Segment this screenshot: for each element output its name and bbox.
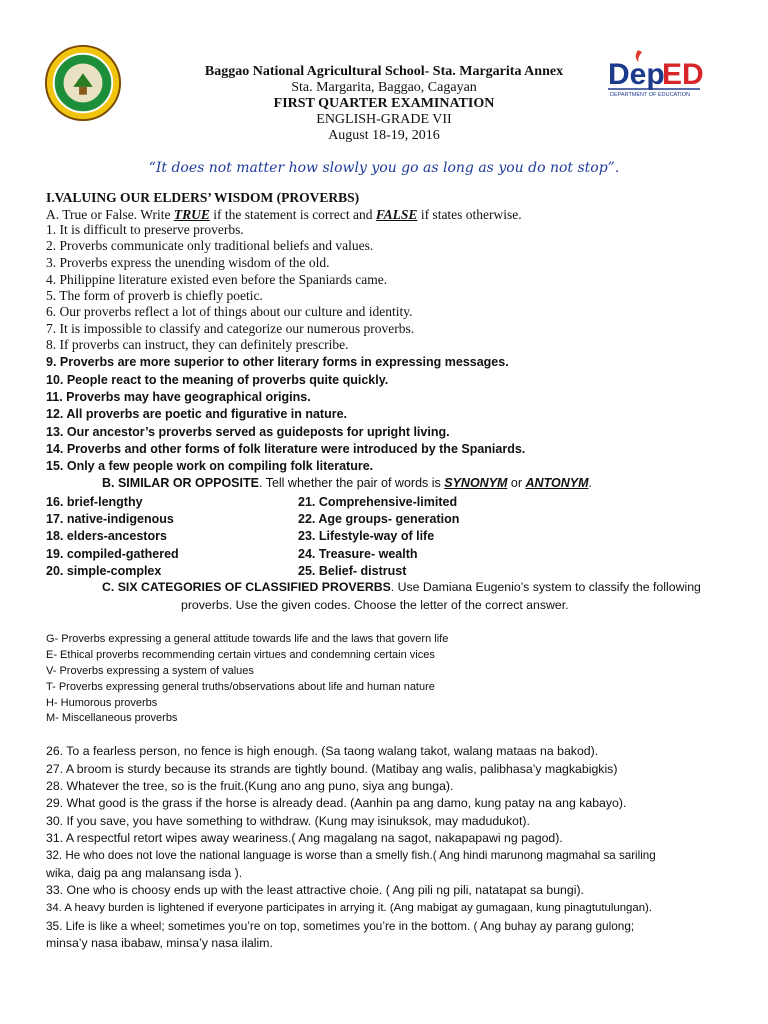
pair-item: 17. native-indigenous [46,512,174,526]
code-item: H- Humorous proverbs [46,697,158,709]
question-item: 10. People react to the meaning of proverbs quite quickly. [46,373,389,387]
part3-title: C. SIX CATEGORIES OF CLASSIFIED PROVERBS [102,580,391,594]
school-seal-logo [44,44,122,122]
question-item: 13. Our ancestor’s proverbs served as guideposts for upright living. [46,425,450,439]
code-item: M- Miscellaneous proverbs [46,712,178,724]
question-item: 3. Proverbs express the unending wisdom of the old. [46,255,330,270]
subject: ENGLISH-GRADE VII [316,112,452,127]
proverb-item: 33. One who is choosy ends up with the least attractive choie. ( Ang pili ng pili, natatapat sa bungi). [46,883,584,897]
false-word: FALSE [375,207,418,222]
proverb-item: 31. A respectful retort wipes away weariness.( Ang magalang na sagot, nakapapawi ng pagod). [46,831,563,845]
question-item: 6. Our proverbs reflect a lot of things about our culture and identity. [46,304,413,319]
synonym-word: SYNONYM [444,476,508,490]
instruction-text: . Tell whether the pair of words is [258,476,445,490]
svg-text:Dep: Dep [608,58,665,91]
question-item: 11. Proverbs may have geographical origins. [46,390,311,404]
proverb-item: 30. If you save, you have something to withdraw. (Kung may isinuksok, may madudukot). [46,814,530,828]
motto: “It does not matter how slowly you go as long as you do not stop”. [148,160,620,176]
code-item: V- Proverbs expressing a system of values [46,665,254,677]
instruction-text: . Use Damiana Eugenio’s system to classify the following [390,580,701,594]
pair-item: 24. Treasure- wealth [298,547,418,561]
school-address: Sta. Margarita, Baggao, Cagayan [291,80,477,95]
proverb-item: 32. He who does not love the national language is worse than a smelly fish.( Ang hindi marunong magmahal sa sariling [46,849,656,862]
proverb-item: 26. To a fearless person, no fence is high enough. (Sa taong walang takot, walang mataas na bakod). [46,744,599,758]
proverb-item: 29. What good is the grass if the horse is already dead. (Aanhin pa ang damo, kung patay na ang kabayo). [46,796,627,810]
pair-item: 21. Comprehensive-limited [298,495,458,509]
question-item: 5. The form of proverb is chiefly poetic. [46,288,263,303]
code-item: G- Proverbs expressing a general attitude towards life and the laws that govern life [46,633,449,645]
true-word: TRUE [173,207,210,222]
exam-title: FIRST QUARTER EXAMINATION [273,96,495,111]
pair-item: 22. Age groups- generation [298,512,460,526]
pair-item: 18. elders-ancestors [46,529,167,543]
question-item: 14. Proverbs and other forms of folk literature were introduced by the Spaniards. [46,442,526,456]
question-item: 9. Proverbs are more superior to other literary forms in expressing messages. [46,355,509,369]
proverb-item-continued: wika, daig pa ang malansang isda ). [46,866,243,880]
svg-text:ED: ED [662,58,704,91]
school-name: Baggao National Agricultural School- Sta. Margarita Annex [204,64,564,79]
part1-title: I.VALUING OUR ELDERS’ WISDOM (PROVERBS) [46,190,360,205]
instruction-text: A. True or False. Write [46,207,174,222]
code-item: E- Ethical proverbs recommending certain virtues and condemning certain vices [46,649,435,661]
instruction-text: or [507,476,526,490]
question-item: 2. Proverbs communicate only traditional beliefs and values. [46,238,374,253]
part1-instruction [46,207,522,223]
pair-item: 20. simple-complex [46,564,162,578]
question-item: 4. Philippine literature existed even before the Spaniards came. [46,272,388,287]
proverb-item: 28. Whatever the tree, so is the fruit.(Kung ano ang puno, siya ang bunga). [46,779,454,793]
proverb-item: 35. Life is like a wheel; sometimes you’re on top, sometimes you’re in the bottom. ( Ang buhay ay parang gulong; [46,919,635,933]
part3-instruction-line2: proverbs. Use the given codes. Choose the letter of the correct answer. [181,598,569,612]
part2-instruction [102,476,592,490]
pair-item: 25. Belief- distrust [298,564,407,578]
proverb-item: 27. A broom is sturdy because its strands are tightly bound. (Matibay ang walis, palibhasa’y magkabigkis) [46,762,618,776]
part2-title: B. SIMILAR OR OPPOSITE [102,476,259,490]
exam-date: August 18-19, 2016 [328,128,440,143]
instruction-text: if the statement is correct and [209,207,376,222]
instruction-text: if states otherwise. [417,207,522,222]
instruction-text: . [588,476,592,490]
question-item: 7. It is impossible to classify and categorize our numerous proverbs. [46,321,415,336]
antonym-word: ANTONYM [525,476,589,490]
question-item: 12. All proverbs are poetic and figurative in nature. [46,407,348,421]
pair-item: 16. brief-lengthy [46,495,143,509]
pair-item: 23. Lifestyle-way of life [298,529,435,543]
proverb-item: 34. A heavy burden is lightened if everyone participates in arrying it. (Ang mabigat ay gumagaan, kung pinagtutulungan). [46,902,652,914]
part3-instruction [102,580,701,594]
pair-item: 19. compiled-gathered [46,547,179,561]
code-item: T- Proverbs expressing general truths/observations about life and human nature [46,681,435,693]
proverb-item-continued: minsa’y nasa ibabaw, minsa’y nasa ilalim. [46,936,273,950]
question-item: 8. If proverbs can instruct, they can definitely prescribe. [46,337,349,352]
question-item: 1. It is difficult to preserve proverbs. [46,222,244,237]
deped-logo-sub: DEPARTMENT OF EDUCATION [610,92,690,98]
question-item: 15. Only a few people work on compiling folk literature. [46,459,374,473]
